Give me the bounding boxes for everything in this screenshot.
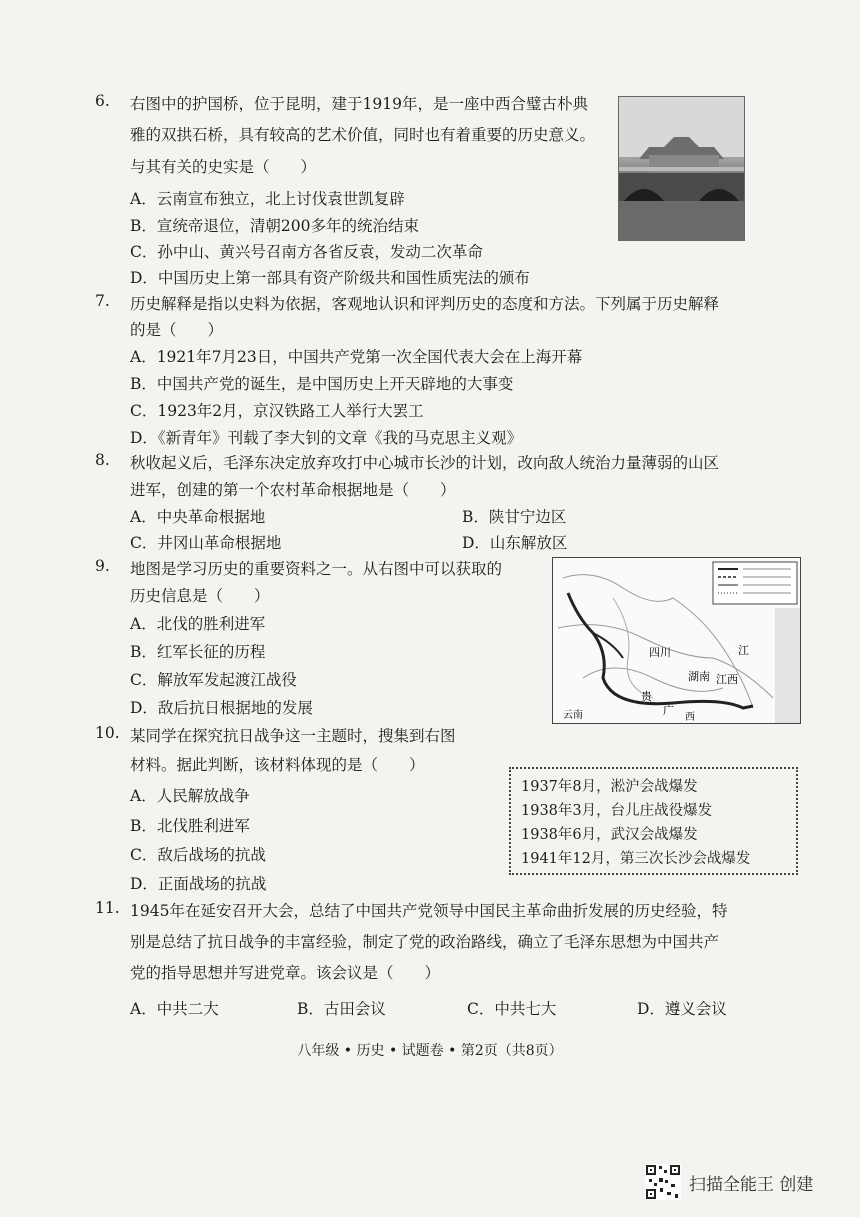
option-a[interactable]: A．人民解放战争 xyxy=(130,787,250,805)
question-stem-line: 某同学在探究抗日战争这一主题时，搜集到右图 xyxy=(130,727,456,745)
question-stem-line: 材料。据此判断，该材料体现的是（ ） xyxy=(130,756,425,774)
question-stem-line: 进军，创建的第一个农村革命根据地是（ ） xyxy=(130,481,456,499)
option-c[interactable]: C．中共七大 xyxy=(467,1000,557,1018)
question-number: 8. xyxy=(95,451,110,469)
question-stem-line: 与其有关的史实是（ ） xyxy=(130,158,317,176)
option-d[interactable]: D．山东解放区 xyxy=(462,534,568,552)
question-stem-line: 党的指导思想并写进党章。该会议是（ ） xyxy=(130,964,441,982)
option-d[interactable]: D．遵义会议 xyxy=(637,1000,727,1018)
qr-code-icon xyxy=(645,1164,681,1200)
option-b[interactable]: B．宣统帝退位，清朝200多年的统治结束 xyxy=(130,217,419,235)
option-d[interactable]: D．敌后抗日根据地的发展 xyxy=(130,699,313,717)
option-c[interactable]: C．孙中山、黄兴号召南方各省反袁，发动二次革命 xyxy=(130,243,483,261)
option-d[interactable]: D．中国历史上第一部具有资产阶级共和国性质宪法的颁布 xyxy=(130,269,530,287)
huguo-bridge-photo xyxy=(618,96,745,241)
option-a[interactable]: A．北伐的胜利进军 xyxy=(130,615,266,633)
question-stem-line: 历史解释是指以史料为依据，客观地认识和评判历史的态度和方法。下列属于历史解释 xyxy=(130,295,720,313)
scanner-watermark xyxy=(645,1164,813,1200)
question-number: 7. xyxy=(95,292,110,310)
question-number: 11. xyxy=(95,899,120,917)
option-a[interactable]: A．云南宣布独立，北上讨伐袁世凯复辟 xyxy=(130,190,405,208)
option-d[interactable]: D．《新青年》刊载了李大钊的文章《我的马克思主义观》 xyxy=(130,429,523,447)
question-stem-line: 的是（ ） xyxy=(130,321,224,339)
map-label: 湖南 xyxy=(688,670,710,683)
timeline-entry: 1941年12月，第三次长沙会战爆发 xyxy=(521,851,751,867)
question-stem-line: 历史信息是（ ） xyxy=(130,587,270,605)
question-stem-line: 别是总结了抗日战争的丰富经验，制定了党的政治路线，确立了毛泽东思想为中国共产 xyxy=(130,933,720,951)
map-label: 贵 xyxy=(641,690,652,703)
battle-timeline-box xyxy=(509,767,798,875)
option-c[interactable]: C．1923年2月，京汉铁路工人举行大罢工 xyxy=(130,402,424,420)
option-c[interactable]: C．敌后战场的抗战 xyxy=(130,846,266,864)
option-a[interactable]: A．中央革命根据地 xyxy=(130,508,266,526)
question-stem-line: 右图中的护国桥，位于昆明，建于1919年，是一座中西合璧古朴典 xyxy=(130,95,588,113)
question-stem-line: 1945年在延安召开大会，总结了中国共产党领导中国民主革命曲折发展的历史经验，特 xyxy=(130,902,728,920)
map-label: 云南 xyxy=(563,710,583,721)
option-a[interactable]: A．1921年7月23日，中国共产党第一次全国代表大会在上海开幕 xyxy=(130,348,583,366)
page-footer: 八年级 • 历史 • 试题卷 • 第2页（共8页） xyxy=(297,1043,563,1059)
question-stem-line: 秋收起义后，毛泽东决定放弃攻打中心城市长沙的计划，改向敌人统治力量薄弱的山区 xyxy=(130,454,720,472)
timeline-entry: 1938年6月，武汉会战爆发 xyxy=(521,827,698,843)
option-b[interactable]: B．陕甘宁边区 xyxy=(462,508,567,526)
map-label: 广 xyxy=(663,704,674,717)
option-b[interactable]: B．北伐胜利进军 xyxy=(130,817,250,835)
scanner-label: 扫描全能王 创建 xyxy=(689,1174,814,1195)
question-number: 6. xyxy=(95,92,110,110)
map-label: 四川 xyxy=(649,646,671,659)
question-number: 10. xyxy=(95,724,120,742)
option-c[interactable]: C．井冈山革命根据地 xyxy=(130,534,282,552)
map-label: 江 xyxy=(738,644,749,657)
question-stem-line: 地图是学习历史的重要资料之一。从右图中可以获取的 xyxy=(130,560,503,578)
timeline-entry: 1938年3月，台儿庄战役爆发 xyxy=(521,803,713,819)
timeline-entry: 1937年8月，淞沪会战爆发 xyxy=(521,779,698,795)
question-stem-line: 雅的双拱石桥，具有较高的艺术价值，同时也有着重要的历史意义。 xyxy=(130,126,596,144)
option-b[interactable]: B．中国共产党的诞生，是中国历史上开天辟地的大事变 xyxy=(130,375,514,393)
option-a[interactable]: A．中共二大 xyxy=(130,1000,219,1018)
option-b[interactable]: B．古田会议 xyxy=(297,1000,386,1018)
option-b[interactable]: B．红军长征的历程 xyxy=(130,643,266,661)
option-c[interactable]: C．解放军发起渡江战役 xyxy=(130,671,297,689)
option-d[interactable]: D．正面战场的抗战 xyxy=(130,875,267,893)
map-label: 西 xyxy=(685,712,695,723)
question-number: 9. xyxy=(95,557,110,575)
map-label: 江西 xyxy=(716,673,738,686)
long-march-map xyxy=(552,557,801,724)
